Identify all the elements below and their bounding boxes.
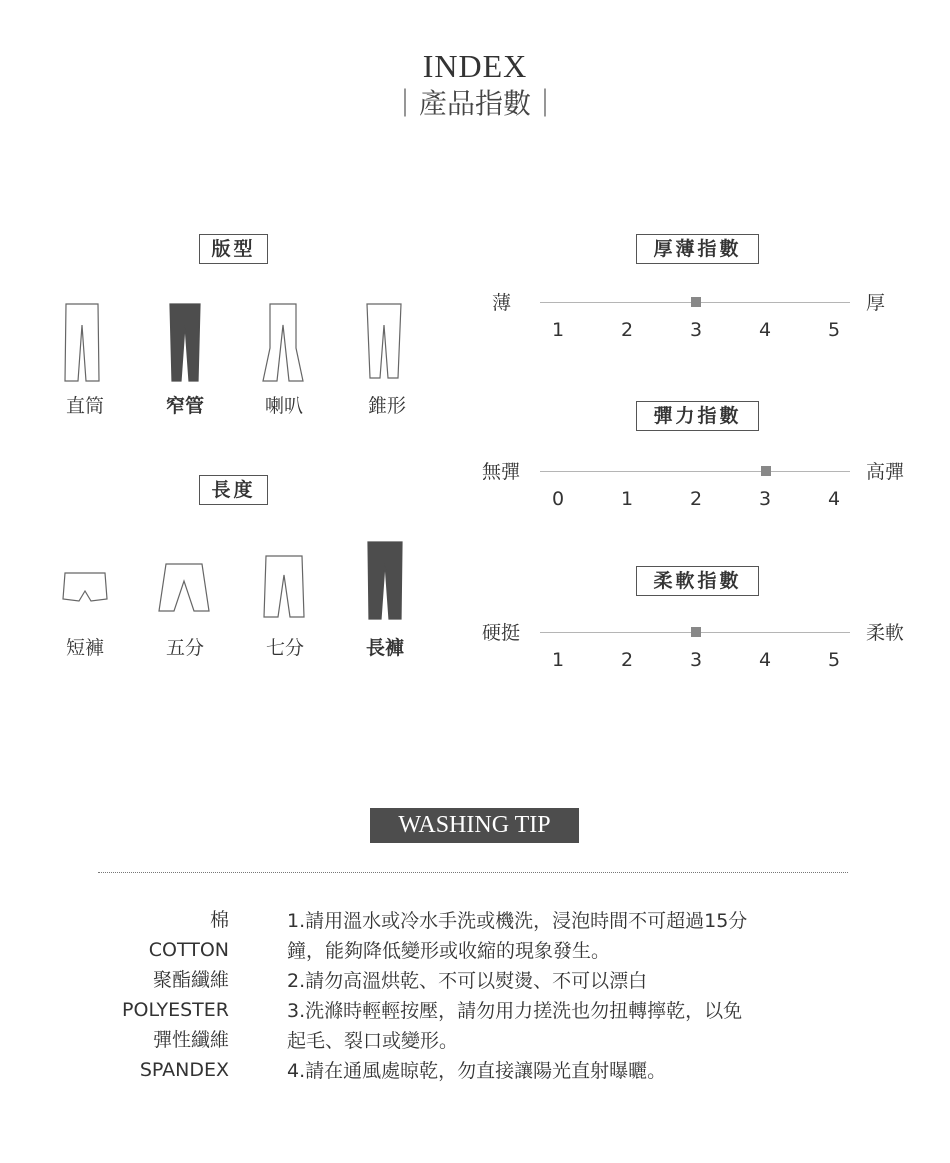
softness-tick: 4 [758,649,772,671]
elasticity-marker [761,466,771,476]
fit-item-label: 錐形 [367,395,406,417]
elasticity-min-label: 無彈 [482,461,521,483]
elasticity-tick: 0 [551,488,565,510]
page-title-en: INDEX [422,48,528,84]
shorts-icon [61,571,109,603]
washing-instruction-line: 2.請勿高溫烘乾、不可以熨燙、不可以漂白 [287,970,648,992]
thickness-tick: 2 [620,319,634,341]
washing-instruction-line: 起毛、裂口或變形。 [287,1030,459,1052]
thickness-tick: 5 [827,319,841,341]
cropped-pants-icon [262,555,306,619]
fit-item-label: 喇叭 [264,395,303,417]
fit-section-label: 版型 [199,234,268,264]
knee-length-pants-icon [158,563,210,613]
length-item-label: 七分 [265,637,304,659]
elasticity-tick: 4 [827,488,841,510]
softness-min-label: 硬挺 [482,622,521,644]
material-spandex-en: SPANDEX [139,1059,229,1081]
fit-item-label-selected: 窄管 [165,395,204,417]
flare-pants-icon [260,303,306,383]
material-polyester-zh: 聚酯纖維 [152,969,229,991]
thickness-tick: 3 [689,319,703,341]
softness-tick: 5 [827,649,841,671]
thickness-tick: 1 [551,319,565,341]
washing-tip-title: WASHING TIP [370,808,579,843]
material-cotton-en: COTTON [148,939,229,961]
elasticity-section-label: 彈力指數 [636,401,759,431]
elasticity-tick: 3 [758,488,772,510]
washing-instructions [287,906,867,1086]
skinny-pants-icon [165,303,205,383]
page-title-zh: ｜產品指數｜ [390,87,559,120]
fit-item-label: 直筒 [65,395,104,417]
length-item-label: 五分 [165,637,204,659]
elasticity-max-label: 高彈 [866,461,905,483]
softness-tick: 2 [620,649,634,671]
washing-instruction-line: 1.請用溫水或冷水手洗或機洗，浸泡時間不可超過15分 [287,910,748,932]
softness-marker [691,627,701,637]
long-pants-icon [365,541,405,621]
softness-max-label: 柔軟 [866,622,905,644]
softness-section-label: 柔軟指數 [636,566,759,596]
washing-instruction-line: 3.洗滌時輕輕按壓，請勿用力搓洗也勿扭轉擰乾，以免 [287,1000,743,1022]
washing-instruction-line: 4.請在通風處晾乾，勿直接讓陽光直射曝曬。 [287,1060,667,1082]
straight-pants-icon [62,303,102,383]
length-item-label-selected: 長褲 [365,637,404,659]
softness-tick: 3 [689,649,703,671]
material-polyester-en: POLYESTER [122,999,229,1021]
material-spandex-zh: 彈性纖維 [152,1029,229,1051]
material-cotton-zh: 棉 [209,909,229,931]
thickness-marker [691,297,701,307]
thickness-tick: 4 [758,319,772,341]
length-section-label: 長度 [199,475,268,505]
elasticity-scale-line [540,471,850,472]
thickness-section-label: 厚薄指數 [636,234,759,264]
washing-instruction-line: 鐘，能夠降低變形或收縮的現象發生。 [287,940,611,962]
elasticity-tick: 1 [620,488,634,510]
dotted-divider [98,872,848,873]
thickness-min-label: 薄 [492,292,512,314]
thickness-max-label: 厚 [866,292,886,314]
elasticity-tick: 2 [689,488,703,510]
length-item-label: 短褲 [65,637,104,659]
softness-tick: 1 [551,649,565,671]
tapered-pants-icon [364,303,404,383]
